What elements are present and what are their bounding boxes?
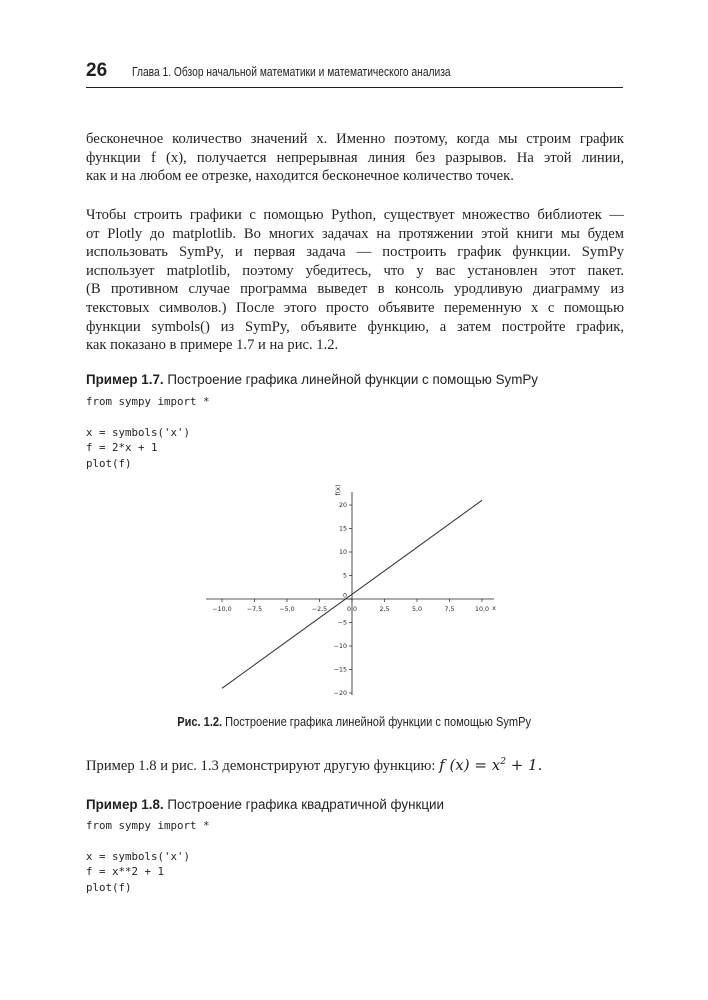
y-axis-label: f(x) xyxy=(335,484,342,496)
x-tick-label: 10,0 xyxy=(474,606,490,613)
formula-main: f (x) = x xyxy=(439,756,501,774)
paragraph-2-line: (В противном случае программа выведет в консоль уродливую диаграмму из xyxy=(86,281,624,298)
x-tick-label: −7,5 xyxy=(246,606,263,613)
paragraph-3 xyxy=(86,756,542,775)
paragraph-2-line: функции symbols() из SymPy, объявите функцию, а затем постройте график, xyxy=(86,318,624,335)
figure-1-caption-label: Рис. 1.2. xyxy=(177,714,222,729)
x-tick-label: 0,0 xyxy=(346,606,358,613)
paragraph-2-line: использовать SymPy, и первая задача — построить график функции. SymPy xyxy=(86,244,624,261)
page-header xyxy=(86,58,624,86)
formula-quadratic xyxy=(439,756,542,774)
y-tick-label: 15 xyxy=(338,525,347,533)
figure-1-caption-text: Построение графика линейной функции с помощью SymPy xyxy=(221,714,531,729)
chapter-title: Глава 1. Обзор начальной математики и математического анализа xyxy=(132,65,451,79)
paragraph-1-line: как и на любом ее отрезке, находится бесконечное количество точек. xyxy=(86,168,514,185)
example-1-code: from sympy import * x = symbols('x') f = 2*x + 1 plot(f) xyxy=(86,395,210,470)
paragraph-1-line: функции f (x), получается непрерывная линия без разрывов. На этой линии, xyxy=(86,149,624,166)
x-axis-label: x xyxy=(492,604,496,612)
x-tick-label: 7,5 xyxy=(444,606,455,613)
y-tick-label: 0 xyxy=(342,592,347,600)
x-tick-label: −2,5 xyxy=(311,606,328,613)
paragraph-2-line: Чтобы строить графики с помощью Python, существует множество библиотек — xyxy=(86,207,624,223)
paragraph-2-line: текстовых символов.) После этого просто объявите переменную x с помощью xyxy=(86,299,624,316)
formula-exponent: 2 xyxy=(500,757,506,767)
paragraph-2-line: использует matplotlib, поэтому убедитесь, что у вас установлен этот пакет. xyxy=(86,262,624,279)
paragraph-3-text: Пример 1.8 и рис. 1.3 демонстрируют другую функцию: xyxy=(86,758,440,774)
example-2-title xyxy=(86,797,444,812)
x-tick-label: 5,0 xyxy=(411,606,423,613)
x-tick-label: 2,5 xyxy=(379,606,390,613)
formula-tail: + 1. xyxy=(505,756,543,774)
example-1-title xyxy=(86,372,538,387)
figure-1-caption xyxy=(0,714,708,729)
paragraph-2-line: как показано в примере 1.7 и на рис. 1.2. xyxy=(86,337,339,354)
y-tick-label: −15 xyxy=(333,666,347,674)
example-2-code: from sympy import * x = symbols('x') f = x**2 + 1 plot(f) xyxy=(86,819,210,894)
y-tick-label: −20 xyxy=(333,690,347,696)
linear-function-chart xyxy=(200,478,510,696)
paragraph-2 xyxy=(86,206,624,355)
paragraph-1 xyxy=(86,130,624,186)
y-tick-label: 20 xyxy=(338,502,347,510)
x-tick-label: −5,0 xyxy=(279,606,295,613)
example-2-label: Пример 1.8. xyxy=(86,797,164,812)
example-1-label: Пример 1.7. xyxy=(86,372,164,387)
page-number: 26 xyxy=(86,60,108,81)
y-tick-label: −5 xyxy=(337,619,347,627)
y-tick-label: 10 xyxy=(338,549,347,557)
paragraph-1-line: бесконечное количество значений x. Именно поэтому, когда мы строим график xyxy=(86,131,624,147)
header-divider xyxy=(86,87,623,88)
example-2-heading: Построение графика квадратичной функции xyxy=(163,797,444,812)
x-tick-label: −10,0 xyxy=(212,606,232,613)
example-1-heading: Построение графика линейной функции с помощью SymPy xyxy=(163,372,538,387)
y-tick-label: 5 xyxy=(342,572,347,580)
y-tick-label: −10 xyxy=(333,643,347,651)
paragraph-2-line: от Plotly до matplotlib. Во многих задачах на протяжении этой книги мы будем xyxy=(86,225,624,242)
